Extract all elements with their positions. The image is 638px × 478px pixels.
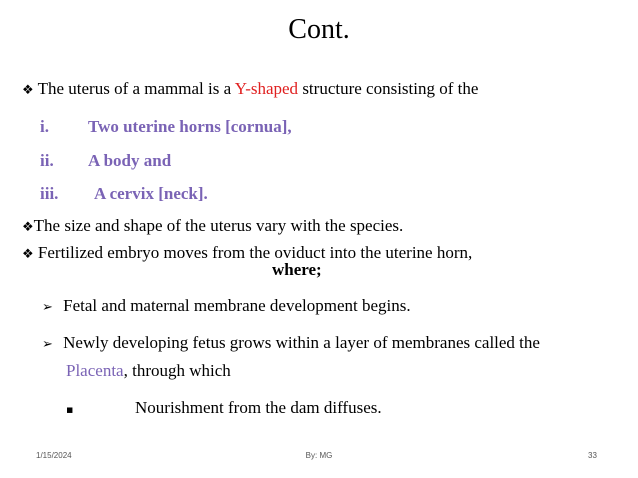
intro-text-after: structure consisting of the (302, 79, 479, 98)
part-text-3: A cervix [neck]. (94, 184, 208, 203)
part-text-2: A body and (88, 151, 172, 170)
placenta-line-text: , through which (123, 361, 231, 380)
intro-line (22, 78, 478, 102)
arrow-bullet-icon: ➢ (42, 337, 53, 352)
arrow-bullet-icon: ➢ (42, 300, 53, 315)
y-shaped-highlight: Y-shaped (234, 79, 299, 98)
footer-date: 1/15/2024 (36, 451, 72, 460)
arrow-item-2-text: Newly developing fetus grows within a layer of membranes called the (63, 333, 540, 352)
square-item-text: Nourishment from the dam diffuses. (135, 398, 382, 417)
footer-author: By: MG (305, 451, 333, 460)
embryo-line (22, 242, 472, 266)
where-text: where; (272, 260, 322, 279)
placenta-highlight: Placenta (66, 361, 124, 380)
placenta-line (66, 360, 231, 382)
part-number-2: ii. (40, 151, 54, 170)
arrow-item-1 (42, 295, 411, 319)
part-number-1: i. (40, 117, 49, 136)
slide-title: Cont. (288, 14, 350, 45)
diamond-bullet-icon: ❖ (22, 247, 34, 262)
embryo-line-text: Fertilized embryo moves from the oviduct into the uterine horn, (37, 243, 473, 262)
size-line (22, 215, 403, 239)
page-number: 33 (588, 451, 597, 460)
square-bullet-icon: ▪ (66, 403, 74, 416)
diamond-bullet-icon: ❖ (22, 220, 34, 235)
part-text-1: Two uterine horns [cornua], (88, 117, 292, 136)
diamond-bullet-icon: ❖ (22, 83, 34, 98)
part-number-3: iii. (40, 184, 59, 203)
intro-text-before: The uterus of a mammal is a (37, 79, 232, 98)
arrow-item-1-text: Fetal and maternal membrane development begins. (63, 296, 411, 315)
square-item (66, 397, 73, 421)
arrow-item-2 (42, 332, 540, 356)
size-line-text: The size and shape of the uterus vary with the species. (33, 216, 404, 235)
